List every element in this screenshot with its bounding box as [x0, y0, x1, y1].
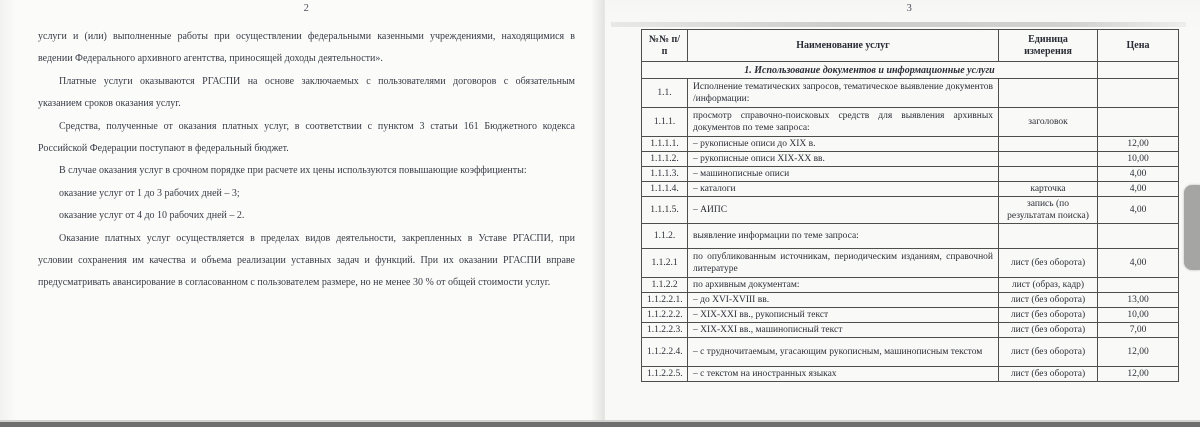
- section-title: 1. Использование документов и информационные услуги: [642, 62, 1098, 79]
- col-header-num: №№ п/п: [642, 30, 688, 62]
- table-row: [642, 79, 1179, 108]
- page-text: [38, 26, 575, 295]
- scrollbar-thumb[interactable]: [1184, 185, 1200, 270]
- row-num-cell: 1.1.1.2.: [642, 152, 688, 167]
- col-header-name: Наименование услуг: [688, 30, 999, 62]
- text-line: услуги и (или) выполненные работы при осуществлении федеральными казенными учреждениями, находящимися в: [38, 31, 575, 42]
- row-price-cell: 12,00: [1098, 137, 1179, 152]
- row-num-cell: 1.1.1.5.: [642, 197, 688, 224]
- row-num-cell: 1.1.2.1: [642, 249, 688, 278]
- row-price-cell: 4,00: [1098, 249, 1179, 278]
- page-number: 3: [906, 3, 913, 14]
- row-name-cell: – до XVI-XVIII вв.: [688, 293, 999, 308]
- row-unit-cell: карточка: [999, 182, 1098, 197]
- row-name-cell: – рукописные описи XIX-XX вв.: [688, 152, 999, 167]
- price-table: [641, 29, 1179, 382]
- row-num-cell: 1.1.1.1.: [642, 137, 688, 152]
- window-bottom-edge: [0, 422, 1200, 427]
- row-num-cell: 1.1.2.2.5.: [642, 367, 688, 382]
- table-row: [642, 137, 1179, 152]
- table-header-row: [642, 30, 1179, 62]
- text-line: ведении Федерального архивного агентства, приносящей доходы деятельности».: [38, 53, 383, 65]
- row-name-cell: Исполнение тематических запросов, тематическое выявление документов /информации:: [688, 79, 999, 108]
- row-unit-cell: [999, 224, 1098, 249]
- section-price-cell: [1098, 62, 1179, 79]
- row-unit-cell: лист (образ, кадр): [999, 278, 1098, 293]
- row-unit-cell: лист (без оборота): [999, 308, 1098, 323]
- text-line: Платные услуги оказываются РГАСПИ на основе заключаемых с пользователями договоров с обязательным: [59, 75, 575, 87]
- row-name-cell: – XIX-XXI вв., рукописный текст: [688, 308, 999, 323]
- text-line: условии сохранения им качества и объема реализации уставных задач и функций. При их оказании РГАСПИ вправе: [38, 254, 575, 266]
- row-unit-cell: [999, 137, 1098, 152]
- row-unit-cell: [999, 167, 1098, 182]
- table-row: [642, 108, 1179, 137]
- row-unit-cell: лист (без оборота): [999, 293, 1098, 308]
- row-price-cell: [1098, 108, 1179, 137]
- row-name-cell: – рукописные описи до XIX в.: [688, 137, 999, 152]
- row-name-cell: по архивным документам:: [688, 278, 999, 293]
- table-row: [642, 338, 1179, 367]
- row-num-cell: 1.1.1.3.: [642, 167, 688, 182]
- text-line: оказание услуг от 1 до 3 рабочих дней – 3;: [59, 187, 240, 199]
- row-num-cell: 1.1.1.4.: [642, 182, 688, 197]
- row-num-cell: 1.1.: [642, 79, 688, 108]
- row-unit-cell: запись (по результатам поиска): [999, 197, 1098, 224]
- row-price-cell: 13,00: [1098, 293, 1179, 308]
- row-price-cell: 4,00: [1098, 197, 1179, 224]
- row-price-cell: 10,00: [1098, 152, 1179, 167]
- row-price-cell: 12,00: [1098, 338, 1179, 367]
- row-num-cell: 1.1.2.2.2.: [642, 308, 688, 323]
- row-name-cell: просмотр справочно-поисковых средств для выявления архивных документов по теме запроса:: [688, 108, 999, 137]
- text-line: Оказание платных услуг осуществляется в пределах видов деятельности, закрепленных в Уставе РГАСПИ, при: [59, 232, 575, 244]
- row-num-cell: 1.1.2.2: [642, 278, 688, 293]
- page-3: [605, 0, 1200, 421]
- page-number: 2: [303, 3, 310, 14]
- row-name-cell: выявление информации по теме запроса:: [688, 224, 999, 249]
- row-unit-cell: лист (без оборота): [999, 338, 1098, 367]
- row-price-cell: 4,00: [1098, 182, 1179, 197]
- row-name-cell: – машинописные описи: [688, 167, 999, 182]
- row-name-cell: – с текстом на иностранных языках: [688, 367, 999, 382]
- text-line: Российской Федерации поступают в федеральный бюджет.: [38, 142, 289, 154]
- table-row: [642, 152, 1179, 167]
- text-line: оказание услуг от 4 до 10 рабочих дней – 2.: [59, 210, 245, 222]
- text-line: указанием сроков оказания услуг.: [38, 98, 181, 110]
- row-unit-cell: лист (без оборота): [999, 367, 1098, 382]
- row-num-cell: 1.1.2.: [642, 224, 688, 249]
- page-2: [0, 0, 605, 421]
- row-name-cell: – XIX-XXI вв., машинописный текст: [688, 323, 999, 338]
- text-line: Средства, полученные от оказания платных услуг, в соответствии с пунктом 3 статьи 161 Бюджетного кодекса: [59, 120, 575, 132]
- row-unit-cell: лист (без оборота): [999, 249, 1098, 278]
- table-row: [642, 308, 1179, 323]
- row-price-cell: 4,00: [1098, 167, 1179, 182]
- section-row: [642, 62, 1179, 79]
- table-row: [642, 224, 1179, 249]
- row-num-cell: 1.1.1.: [642, 108, 688, 137]
- table-row: [642, 167, 1179, 182]
- text-line: В случае оказания услуг в срочном порядке при расчете их цены используются повышающие коэффициенты:: [59, 165, 527, 177]
- row-name-cell: по опубликованным источникам, периодическим изданиям, справочной литературе: [688, 249, 999, 278]
- table-row: [642, 278, 1179, 293]
- row-name-cell: – каталоги: [688, 182, 999, 197]
- row-price-cell: 7,00: [1098, 323, 1179, 338]
- col-header-unit: Единица измерения: [999, 30, 1098, 62]
- scan-shadow-band: [611, 22, 1186, 27]
- row-unit-cell: [999, 152, 1098, 167]
- row-unit-cell: [999, 79, 1098, 108]
- row-price-cell: [1098, 79, 1179, 108]
- table-row: [642, 323, 1179, 338]
- row-num-cell: 1.1.2.2.1.: [642, 293, 688, 308]
- table-row: [642, 182, 1179, 197]
- table-row: [642, 197, 1179, 224]
- row-num-cell: 1.1.2.2.4.: [642, 338, 688, 367]
- text-line: предусматривать авансирование в согласованном с пользователем размере, но не менее 30 % от общей стоимости услуг.: [38, 277, 551, 289]
- row-num-cell: 1.1.2.2.3.: [642, 323, 688, 338]
- table-row: [642, 249, 1179, 278]
- table-row: [642, 367, 1179, 382]
- row-price-cell: 10,00: [1098, 308, 1179, 323]
- col-header-price: Цена: [1098, 30, 1179, 62]
- table-row: [642, 293, 1179, 308]
- row-name-cell: – с трудночитаемым, угасающим рукописным, машинописным текстом: [688, 338, 999, 367]
- row-name-cell: – АИПС: [688, 197, 999, 224]
- row-price-cell: 12,00: [1098, 367, 1179, 382]
- row-unit-cell: заголовок: [999, 108, 1098, 137]
- row-price-cell: [1098, 278, 1179, 293]
- row-price-cell: [1098, 224, 1179, 249]
- row-unit-cell: лист (без оборота): [999, 323, 1098, 338]
